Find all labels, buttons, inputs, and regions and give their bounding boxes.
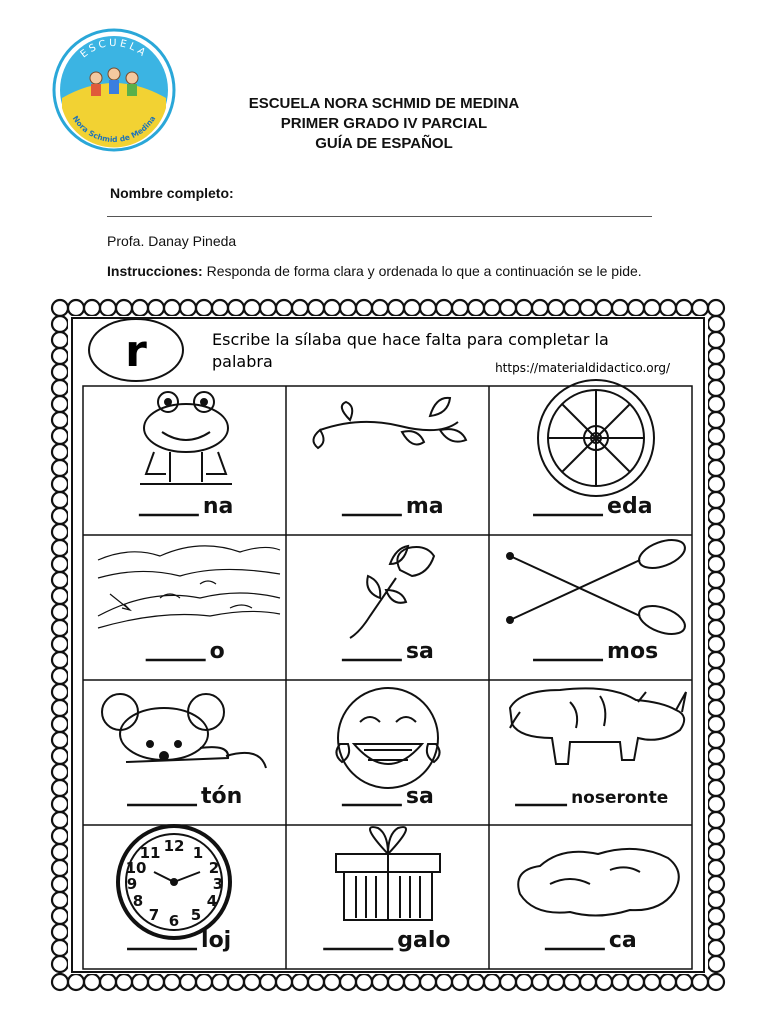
logo-top-text: ESCUELA	[78, 37, 150, 61]
school-name: ESCUELA NORA SCHMID DE MEDINA	[248, 95, 520, 112]
svg-text:11: 11	[139, 844, 161, 862]
word-suffix: noseronte	[571, 788, 669, 808]
word-suffix: ma	[405, 494, 444, 519]
instructions-text: Responda de forma clara y ordenada lo que a continuación se le pide.	[202, 263, 642, 279]
name-answer-line[interactable]	[107, 216, 652, 217]
word-suffix: sa	[405, 784, 434, 809]
teacher-name: Profa. Danay Pineda	[107, 233, 237, 249]
word-suffix: eda	[607, 494, 653, 519]
instructions	[107, 262, 667, 280]
word-suffix: sa	[405, 639, 434, 664]
subject-title: GUÍA DE ESPAÑOL	[315, 135, 453, 152]
word-suffix: ca	[608, 928, 637, 953]
svg-text:7: 7	[148, 906, 160, 924]
svg-text:8: 8	[132, 892, 144, 910]
grade-term: PRIMER GRADO IV PARCIAL	[280, 115, 488, 132]
word-suffix: na	[202, 494, 234, 519]
word-suffix: galo	[397, 928, 451, 953]
word-suffix: tón	[201, 784, 243, 809]
wheel-picture	[538, 380, 654, 496]
svg-text:4: 4	[206, 892, 218, 910]
svg-text:3: 3	[212, 875, 224, 893]
word-suffix: mos	[607, 639, 659, 664]
svg-text:1: 1	[192, 844, 204, 862]
word-suffix: loj	[201, 928, 232, 953]
prompt-line-2: palabra	[212, 352, 273, 371]
target-letter: r	[125, 326, 147, 377]
svg-text:12: 12	[163, 837, 185, 855]
document-header	[0, 94, 768, 154]
prompt-line-1: Escribe la sílaba que hace falta para completar la	[212, 330, 609, 349]
svg-text:2: 2	[208, 859, 220, 877]
logo-bottom-text: Nora Schmid de Medina	[70, 114, 158, 145]
svg-text:9: 9	[126, 875, 138, 893]
svg-text:5: 5	[190, 906, 202, 924]
source-url: https://materialdidactico.org/	[495, 361, 670, 375]
syllable-worksheet	[50, 298, 726, 992]
svg-text:10: 10	[125, 859, 147, 877]
name-label: Nombre completo:	[110, 185, 234, 201]
instructions-label: Instrucciones:	[107, 263, 203, 279]
word-suffix: o	[209, 639, 225, 664]
svg-text:6: 6	[168, 912, 180, 930]
